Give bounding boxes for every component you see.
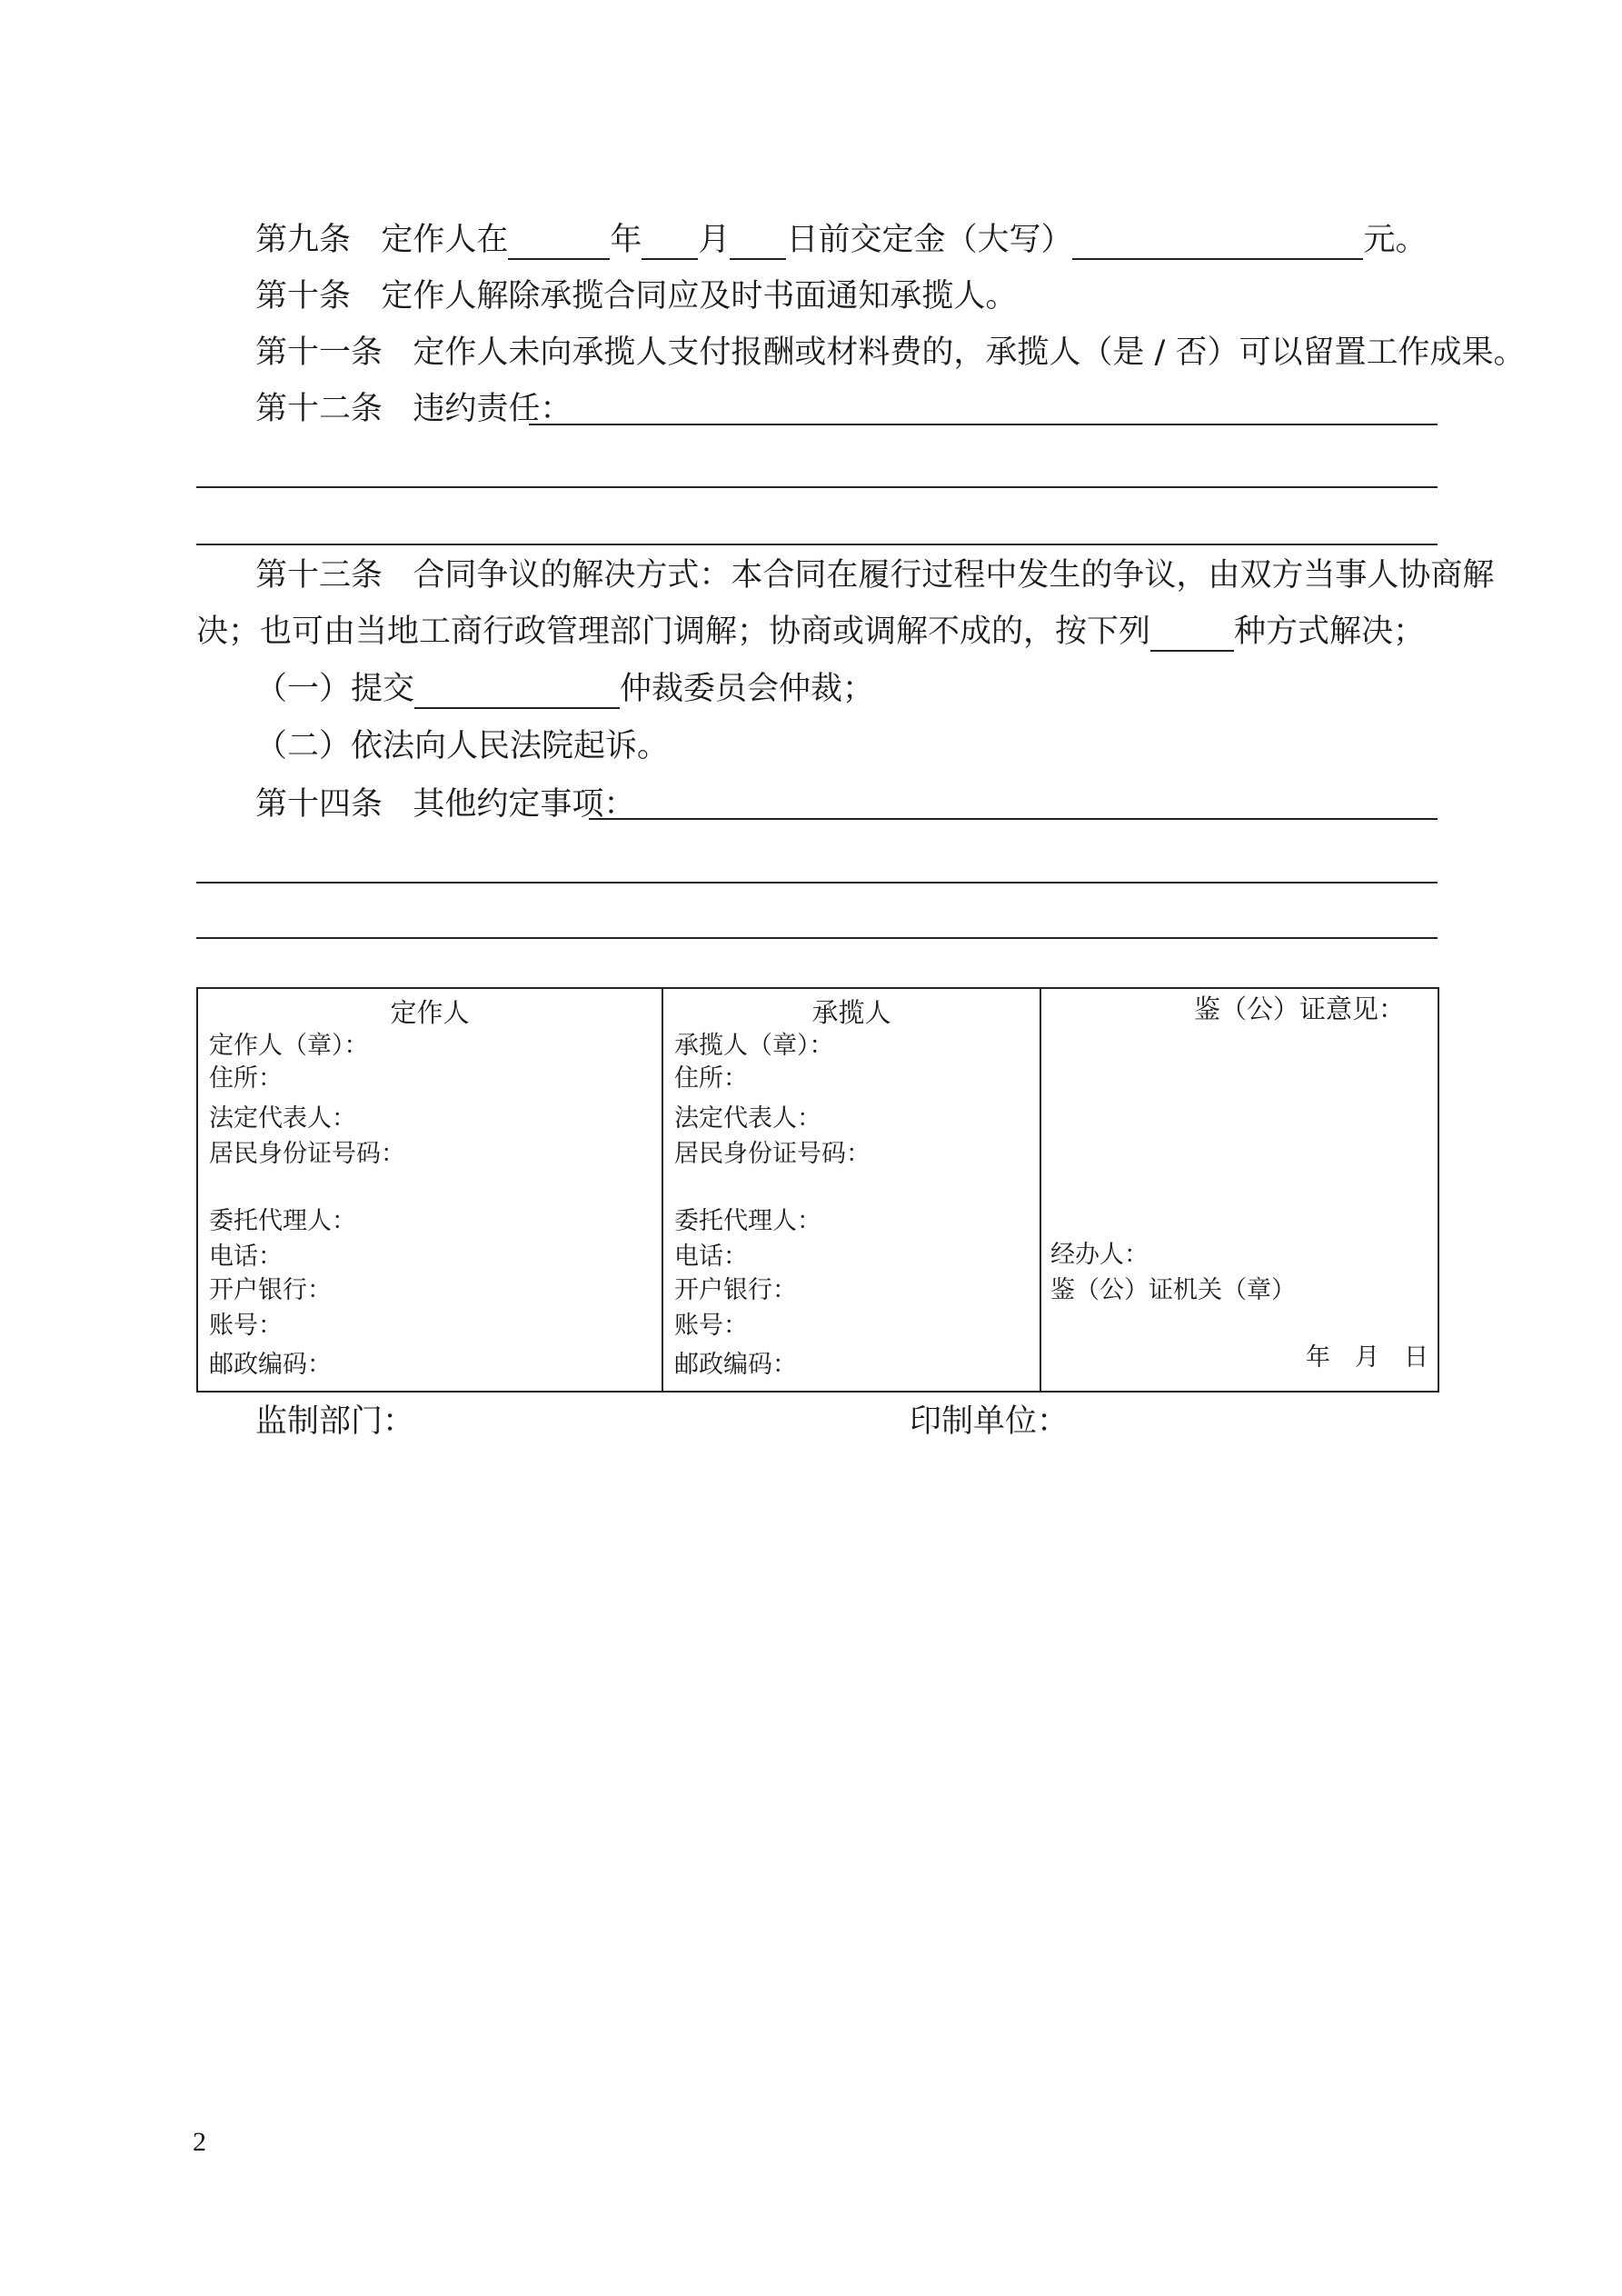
contractor-header: 承揽人 bbox=[811, 997, 891, 1028]
ordering-party-header: 定作人 bbox=[390, 997, 470, 1028]
ordering-party-postcode[interactable]: 邮政编码： bbox=[209, 1351, 332, 1379]
article-text: 元。 bbox=[1363, 222, 1428, 258]
article-text: 月 bbox=[698, 222, 731, 258]
ordering-party-legal-rep[interactable]: 法定代表人： bbox=[209, 1104, 356, 1133]
other-terms-blank-line[interactable] bbox=[196, 882, 1438, 883]
column-divider bbox=[1040, 989, 1041, 1391]
printing-unit: 印制单位： bbox=[910, 1403, 1070, 1440]
notary-date[interactable]: 年 月 日 bbox=[1306, 1343, 1428, 1372]
article-9 bbox=[255, 220, 1427, 260]
article-14 bbox=[255, 784, 635, 824]
day-blank[interactable] bbox=[730, 225, 786, 260]
ordering-party-agent[interactable]: 委托代理人： bbox=[209, 1207, 356, 1235]
notary-handler[interactable]: 经办人： bbox=[1050, 1241, 1149, 1269]
contractor-agent[interactable]: 委托代理人： bbox=[674, 1207, 821, 1235]
ordering-party-account[interactable]: 账号： bbox=[209, 1312, 283, 1340]
contractor-legal-rep[interactable]: 法定代表人： bbox=[674, 1104, 821, 1133]
column-divider bbox=[662, 989, 663, 1391]
article-text: 日前交定金（大写） bbox=[786, 222, 1073, 258]
article-label: 第十条 bbox=[255, 278, 352, 314]
article-10 bbox=[255, 276, 1017, 316]
article-13-cont bbox=[196, 612, 1425, 652]
article-label: 第九条 bbox=[255, 222, 352, 258]
article-12 bbox=[255, 389, 572, 429]
article-label: 第十一条 bbox=[255, 334, 383, 371]
contractor-phone[interactable]: 电话： bbox=[674, 1243, 748, 1271]
article-text: 合同争议的解决方式：本合同在履行过程中发生的争议，由双方当事人协商解 bbox=[413, 557, 1495, 594]
contractor-postcode[interactable]: 邮政编码： bbox=[674, 1351, 797, 1379]
article-text: 决；也可由当地工商行政管理部门调解；协商或调解不成的，按下列 bbox=[196, 614, 1151, 650]
article-text: 种方式解决； bbox=[1234, 614, 1426, 650]
option-text: 仲裁委员会仲裁； bbox=[620, 671, 875, 707]
article-label: 第十二条 bbox=[255, 391, 383, 427]
contractor-account[interactable]: 账号： bbox=[674, 1312, 748, 1340]
other-terms-blank[interactable] bbox=[589, 818, 1438, 820]
article-text: 年 bbox=[610, 222, 642, 258]
article-text: 违约责任： bbox=[413, 391, 572, 427]
liability-blank-line[interactable] bbox=[196, 544, 1438, 545]
option-text: （二）依法向人民法院起诉。 bbox=[255, 728, 670, 764]
signature-table bbox=[196, 987, 1439, 1393]
contractor-seal[interactable]: 承揽人（章）： bbox=[674, 1032, 834, 1060]
ordering-party-phone[interactable]: 电话： bbox=[209, 1243, 283, 1271]
ordering-party-bank[interactable]: 开户银行： bbox=[209, 1276, 332, 1304]
liability-blank[interactable] bbox=[529, 424, 1438, 425]
method-choice-blank[interactable] bbox=[1150, 617, 1234, 652]
ordering-party-id-number[interactable]: 居民身份证号码： bbox=[209, 1140, 405, 1168]
option-court bbox=[255, 726, 669, 766]
article-text: 定作人未向承揽人支付报酬或材料费的，承揽人（是 / 否）可以留置工作成果。 bbox=[413, 334, 1526, 371]
article-label: 第十四条 bbox=[255, 786, 383, 823]
ordering-party-seal[interactable]: 定作人（章）： bbox=[209, 1032, 369, 1060]
option-arbitration bbox=[255, 669, 874, 709]
article-text: 其他约定事项： bbox=[413, 786, 636, 823]
year-blank[interactable] bbox=[508, 225, 610, 260]
article-13 bbox=[255, 555, 1494, 595]
option-text: （一）提交 bbox=[255, 671, 415, 707]
contractor-address[interactable]: 住所： bbox=[674, 1064, 748, 1093]
deposit-amount-blank[interactable] bbox=[1072, 225, 1363, 260]
liability-blank-line[interactable] bbox=[196, 486, 1438, 488]
page-number: 2 bbox=[193, 2127, 206, 2157]
contractor-bank[interactable]: 开户银行： bbox=[674, 1276, 797, 1304]
month-blank[interactable] bbox=[642, 225, 698, 260]
article-11 bbox=[255, 333, 1525, 373]
article-text: 定作人在 bbox=[381, 222, 509, 258]
contractor-id-number[interactable]: 居民身份证号码： bbox=[674, 1140, 871, 1168]
notary-authority-seal[interactable]: 鉴（公）证机关（章） bbox=[1050, 1276, 1296, 1304]
supervising-department: 监制部门： bbox=[255, 1403, 415, 1440]
article-text: 定作人解除承揽合同应及时书面通知承揽人。 bbox=[381, 278, 1018, 314]
other-terms-blank-line[interactable] bbox=[196, 937, 1438, 939]
notary-opinion-header: 鉴（公）证意见： bbox=[1194, 993, 1406, 1024]
article-label: 第十三条 bbox=[255, 557, 383, 594]
ordering-party-address[interactable]: 住所： bbox=[209, 1064, 283, 1093]
arbitration-committee-blank[interactable] bbox=[414, 674, 620, 709]
